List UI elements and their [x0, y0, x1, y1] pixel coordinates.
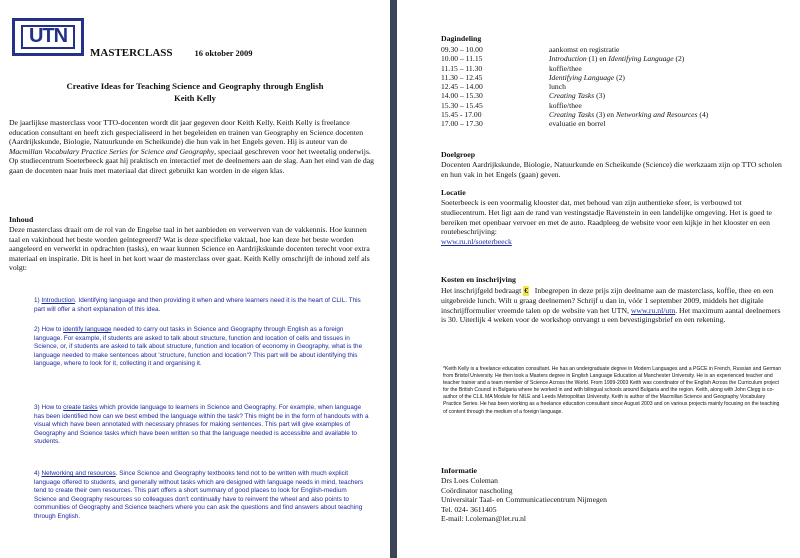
item-link-introduction[interactable]: Introduction — [41, 297, 75, 304]
content-item-2: 2) How to identify language needed to carry out tasks in Science and Geography through English as a foreign language. For example, if students are asked to talk about structure, function and location of cells and tissues in Science, or, if students are asked to talk about structure, function and location of economy in Geography, what is the language needed to make sentences about 'structure, function and location'? This part will be about identifying this language, where to look for it, collecting it and organising it. — [34, 326, 363, 368]
logo-text: UTN — [28, 25, 68, 47]
euro-highlight: € — [524, 286, 529, 295]
schedule-row: 09.30 – 10.00 aankomst en registratie — [441, 45, 620, 54]
utn-logo — [12, 18, 84, 56]
schedule-row: 14.00 – 15.30 Creating Tasks (3) — [441, 91, 605, 101]
item-link-networking[interactable]: Networking and resources — [41, 470, 116, 477]
soeterbeeck-link[interactable]: www.ru.nl/soeterbeeck — [441, 237, 512, 247]
intro-paragraph: De jaarlijkse masterclass voor TTO-docenten wordt dit jaar gegeven door Keith Kelly. Keith Kelly is freelance education consultant en heeft zich gespecialiseerd in het begeleiden en trainen van Geography en Science docenten (Aardrijkskunde, Biologie, Natuurkunde en Scheikunde) die hun vak in het Engels geven. Hij is auteur van de Macmillan Vocabulary Practice Series for Science and Geography, speciaal geschreven voor het tweetalig onderwijs. Op studiecentrum Soeterbeeck gaat hij praktisch en interactief met de deelnemers aan de slag. Aan het eind van de dag gaan de docenten naar huis met materiaal dat direct gebruikt kan worden in de eigen klas. — [9, 118, 375, 175]
doelgroep-text: Docenten Aardrijkskunde, Biologie, Natuurkunde en Scheikunde (Science) die werkzaam zijn op TTO scholen en hun vak in het Engels (gaan) geven. — [441, 160, 782, 179]
content-item-4: 4) Networking and resources. Since Science and Geography textbooks tend not to be written with much explicit language offered to students, and generally without tasks which are designed with language needs in mind, teachers tend to create their own resources. This part offers a short summary of good places to look for English-medium Science and Geography resources so colleagues don't continually have to reinvent the wheel and also points to communities of Geography and Science teachers where you can ask the questions and find answers about teaching through English. — [34, 470, 364, 520]
inhoud-heading: Inhoud — [9, 215, 34, 224]
document-page-right — [397, 0, 800, 558]
event-date: 16 oktober 2009 — [194, 48, 253, 58]
page-gutter — [390, 0, 397, 558]
document-page-left — [0, 0, 390, 558]
contact-name: Drs Loes Coleman — [441, 476, 498, 485]
kosten-text: Het inschrijfgeld bedraagt € Inbegrepen in deze prijs zijn deelname aan de masterclass, koffie, thee en een uitgebreide lunch. Wilt u graag deelnemen? Schrijf u dan in, vóór 1 september 2009, middels het digitale inschrijfformulier vreemde talen op de website van het UTN, www.ru.nl/utn. Het maximum aantal deelnemers is 30. Uiterlijk 4 weken voor de workshop ontvangt u een bevestigingsbrief en een rekening. — [441, 286, 781, 325]
inhoud-paragraph: Deze masterclass draait om de rol van de Engelse taal in het aanbieden en verwerven van de vakkennis. Hoe kunnen taal en vakinhoud het beste worden geïntegreerd? Wat is deze specifieke vaktaal, hoe kan deze het beste worden aangeleerd en verwerkt in opdrachten (tasks), en waar kunnen Science en Aardrijkskunde docenten terecht voor extra materiaal en inspiratie. Dit is heel in het kort waar de masterclass over gaat. Keith Kelly omschrijft de inhoud zelf als volgt: — [9, 225, 370, 273]
schedule-row: 15.45 - 17.00 Creating Tasks (3) en Networking and Resources (4) — [441, 110, 709, 120]
item-link-create-tasks[interactable]: create tasks — [63, 404, 98, 411]
utn-link[interactable]: www.ru.nl/utn — [630, 305, 676, 315]
informatie-heading: Informatie — [441, 466, 477, 475]
document-title: Creative Ideas for Teaching Science and Geography through English — [66, 81, 324, 91]
schedule-row: 11.15 – 11.30 koffie/thee — [441, 63, 582, 73]
schedule-row: 15.30 – 15.45 koffie/thee — [441, 100, 582, 110]
document-author: Keith Kelly — [174, 93, 216, 103]
masterclass-header — [90, 47, 252, 59]
masterclass-label: MASTERCLASS — [90, 47, 173, 59]
locatie-text: Soeterbeeck is een voormalig klooster dat, met behoud van zijn authentieke sfeer, is verbouwd tot studiecentrum. Het ligt aan de rand van vestingstadje Ravenstein in een landelijke omgeving. Het is goed te bereiken met openbaar vervoer en met de auto. Raadpleeg de website voor een kijkje in het klooster en een routebeschrijving: www.ru.nl/soeterbeeck — [441, 198, 772, 247]
contact-role: Coördinator nascholing — [441, 485, 513, 495]
doelgroep-heading: Doelgroep — [441, 150, 476, 159]
dagindeling-heading: Dagindeling — [441, 34, 482, 43]
speaker-bio: *Keith Kelly is a freelance education consultant. He has an undergraduate degree in Modern Languages and a PGCE in French, Russian and German from Bristol University. He then took a Masters degree in English Language Education at Manchester University. He is an experienced teacher and teacher trainer and a team member of Science Across the World. From 1999-2003 Keith was coordinator of the English Across the Curriculum project for the British Council in Bulgaria where he worked in and with bilingual schools around Bulgaria and the region. Keith, along with John Clegg is co-author of the CLIL MA Module for NILE and Leeds Metropolitan University. Keith is author of the Macmillan Science and Geography Vocabulary Practice Series. He has been working as a freelance education consultant since August 2003 and on various projects mainly focusing on the teaching of content through the medium of a foreign language. — [443, 366, 782, 415]
contact-block — [441, 476, 607, 524]
kosten-heading: Kosten en inschrijving — [441, 275, 516, 284]
schedule-row: 17.00 – 17.30 evaluatie en borrel — [441, 119, 606, 129]
item-link-identify-language[interactable]: identify language — [63, 326, 112, 333]
schedule-table — [441, 45, 708, 129]
schedule-row: 11.30 – 12.45 Identifying Language (2) — [441, 72, 625, 82]
schedule-row: 10.00 – 11.15 Introduction (1) en Identifying Language (2) — [441, 54, 685, 64]
content-item-3: 3) How to create tasks which provide language to learners in Science and Geography. For example, when language has been identified how can we best embed the language within the task? This might be in the form of handouts with a visual which have been annotated with necessary phrases for making sentences. This part will give examples of Geography and Science tasks which have been written so that the language needed is accessible and available to students. — [34, 404, 369, 446]
contact-email[interactable]: E-mail: l.coleman@let.ru.nl — [441, 514, 527, 524]
locatie-heading: Locatie — [441, 188, 466, 197]
schedule-row: 12.45 – 14.00 lunch — [441, 82, 566, 92]
contact-org: Universitair Taal- en Communicatiecentrum Nijmegen — [441, 495, 607, 505]
series-title: Macmillan Vocabulary Practice Series for Science and Geography — [9, 146, 215, 156]
contact-phone: Tel. 024- 3611405 — [441, 504, 497, 514]
content-item-1: 1) Introduction. Identifying language and then providing it when and where learners need it is the heart of CLIL. This part will offer a short explanation of this idea. — [34, 297, 361, 313]
